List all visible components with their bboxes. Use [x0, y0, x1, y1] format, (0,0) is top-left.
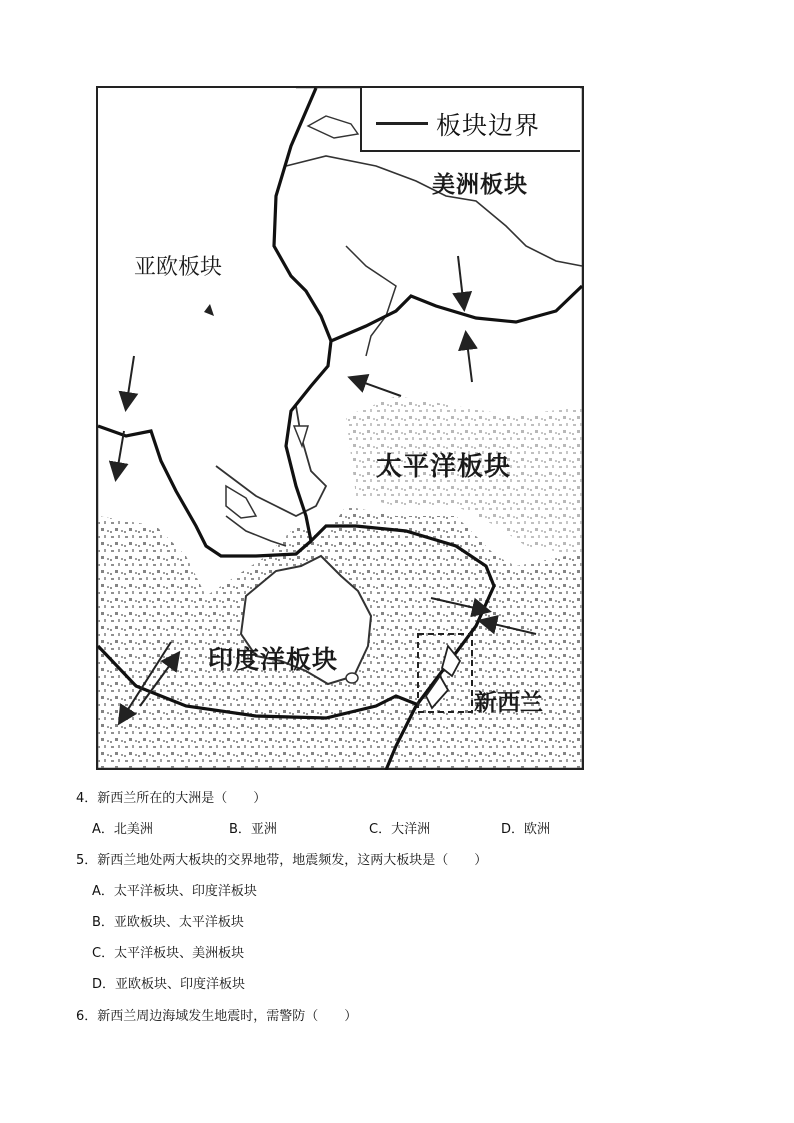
question-4: 4．新西兰所在的大洲是（ ）: [76, 791, 267, 806]
legend-line-symbol: [376, 122, 428, 125]
plate-map: [96, 86, 584, 770]
question-5-option-c[interactable]: C．太平洋板块、美洲板块: [92, 946, 245, 961]
tasmania-shape: [346, 673, 358, 683]
label-pacific-plate: 太平洋板块: [376, 452, 512, 482]
question-4-option-c[interactable]: C．大洋洲: [369, 822, 431, 837]
label-indian-plate: 印度洋板块: [208, 645, 339, 674]
legend-label: 板块边界: [436, 111, 541, 140]
question-4-option-d[interactable]: D．欧洲: [501, 822, 551, 837]
map-legend: [360, 88, 580, 152]
question-5-option-b[interactable]: B．亚欧板块、太平洋板块: [92, 915, 244, 930]
question-5-option-a[interactable]: A．太平洋板块、印度洋板块: [92, 884, 257, 899]
question-5: 5．新西兰地处两大板块的交界地带，地震频发，这两大板块是（ ）: [76, 853, 488, 868]
question-5-option-d[interactable]: D．亚欧板块、印度洋板块: [92, 977, 246, 992]
question-6: 6．新西兰周边海域发生地震时，需警防（ ）: [76, 1009, 358, 1024]
question-4-option-a[interactable]: A．北美洲: [92, 822, 153, 837]
label-eurasian-plate: 亚欧板块: [134, 255, 223, 280]
label-new-zealand: 新西兰: [474, 690, 543, 716]
question-4-option-b[interactable]: B．亚洲: [229, 822, 277, 837]
label-american-plate: 美洲板块: [432, 172, 528, 198]
